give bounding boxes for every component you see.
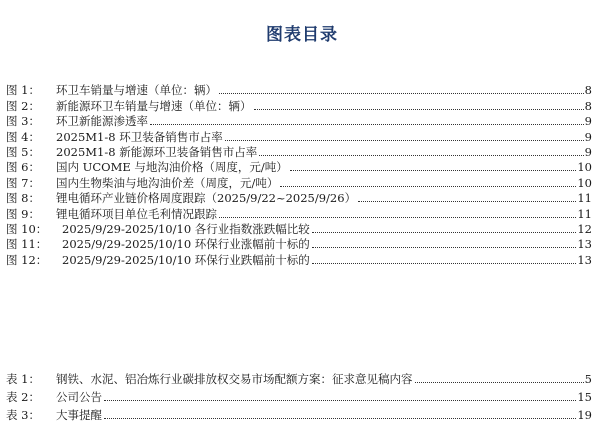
dot-leader [312,247,577,248]
figure-entry[interactable] [6,159,592,174]
figure-entry-label: 图 7： [6,175,40,190]
figure-entry-text[interactable]: 2025/9/29-2025/10/10 环保行业跌幅前十标的 [62,252,310,267]
dot-leader [150,124,584,125]
dot-leader [312,232,577,233]
table-entry-text[interactable]: 大事提醒 [56,408,102,422]
figure-entry-text[interactable]: 环卫新能源渗透率 [56,114,148,129]
table-entry-text[interactable]: 公司公告 [56,390,102,404]
figure-entry-label: 图 12： [6,252,48,267]
figure-entry-page-number[interactable]: 11 [577,191,592,206]
figure-entry[interactable] [6,128,592,143]
dot-leader [312,263,577,264]
figure-entry[interactable] [6,82,592,97]
figure-entry[interactable] [6,251,592,266]
table-entry[interactable] [6,404,592,422]
figure-entry[interactable] [6,221,592,236]
figure-entry-text[interactable]: 锂电循环产业链价格周度跟踪（2025/9/22~2025/9/26） [56,191,357,206]
figure-entry-page-number[interactable]: 12 [577,221,592,236]
figure-entry[interactable] [6,144,592,159]
figure-entry-label: 图 10： [6,221,48,236]
figure-entry-page-number[interactable]: 11 [577,206,592,221]
figure-list [6,82,592,267]
figure-entry-text[interactable]: 新能源环卫车销量与增速（单位：辆） [56,98,252,113]
figure-entry[interactable] [6,97,592,112]
figure-entry-label: 图 3： [6,114,40,129]
dot-leader [104,400,576,401]
dot-leader [219,217,576,218]
table-entry-label: 表 2： [6,390,40,404]
figure-entry-label: 图 2： [6,98,40,113]
table-entry-page-number[interactable]: 5 [584,372,592,386]
dot-leader [280,186,576,187]
figure-entry-label: 图 4： [6,129,40,144]
figure-entry-text[interactable]: 国内生物柴油与地沟油价差（周度，元/吨） [56,175,279,190]
figure-entry-page-number[interactable]: 8 [584,83,592,98]
figure-entry-text[interactable]: 锂电循环项目单位毛利情况跟踪 [56,206,217,221]
figure-entry-label: 图 11： [6,237,48,252]
table-entry[interactable] [6,386,592,404]
figure-entry-text[interactable]: 环卫车销量与增速（单位：辆） [56,83,217,98]
figure-entry-text[interactable]: 2025M1-8 新能源环卫装备销售市占率 [56,144,258,159]
table-entry-label: 表 3： [6,408,40,422]
figure-entry-page-number[interactable]: 13 [577,237,592,252]
figure-entry-label: 图 9： [6,206,40,221]
figure-entry-page-number[interactable]: 8 [584,98,592,113]
table-entry-page-number[interactable]: 15 [577,390,592,404]
dot-leader [225,140,584,141]
dot-leader [290,170,577,171]
table-entry-label: 表 1： [6,372,40,386]
figure-entry-page-number[interactable]: 9 [584,114,592,129]
figure-entry[interactable] [6,236,592,251]
figure-entry[interactable] [6,205,592,220]
dot-leader [358,201,576,202]
table-entry[interactable] [6,368,592,386]
dot-leader [415,382,584,383]
dot-leader [104,418,576,419]
figure-entry-label: 图 5： [6,144,40,159]
figure-entry[interactable] [6,174,592,189]
table-entry-text[interactable]: 钢铁、水泥、铝冶炼行业碳排放权交易市场配额方案：征求意见稿内容 [56,372,413,386]
figure-entry-text[interactable]: 2025/9/29-2025/10/10 环保行业涨幅前十标的 [62,237,310,252]
figure-entry-page-number[interactable]: 13 [577,252,592,267]
figure-entry-text[interactable]: 国内 UCOME 与地沟油价格（周度，元/吨） [56,160,288,175]
dot-leader [254,109,584,110]
figure-entry-text[interactable]: 2025M1-8 环卫装备销售市占率 [56,129,223,144]
dot-leader [219,93,584,94]
figure-entry-page-number[interactable]: 9 [584,144,592,159]
table-list [6,368,592,422]
toc-title: 图表目录 [266,25,338,45]
figure-entry[interactable] [6,190,592,205]
figure-entry-page-number[interactable]: 10 [577,175,592,190]
table-entry-page-number[interactable]: 19 [577,408,592,422]
figure-entry-page-number[interactable]: 10 [577,160,592,175]
figure-entry-text[interactable]: 2025/9/29-2025/10/10 各行业指数涨跌幅比较 [62,221,310,236]
figure-entry-label: 图 1： [6,83,40,98]
figure-entry-label: 图 8： [6,191,40,206]
dot-leader [259,155,583,156]
figure-entry[interactable] [6,113,592,128]
figure-entry-page-number[interactable]: 9 [584,129,592,144]
figure-entry-label: 图 6： [6,160,40,175]
